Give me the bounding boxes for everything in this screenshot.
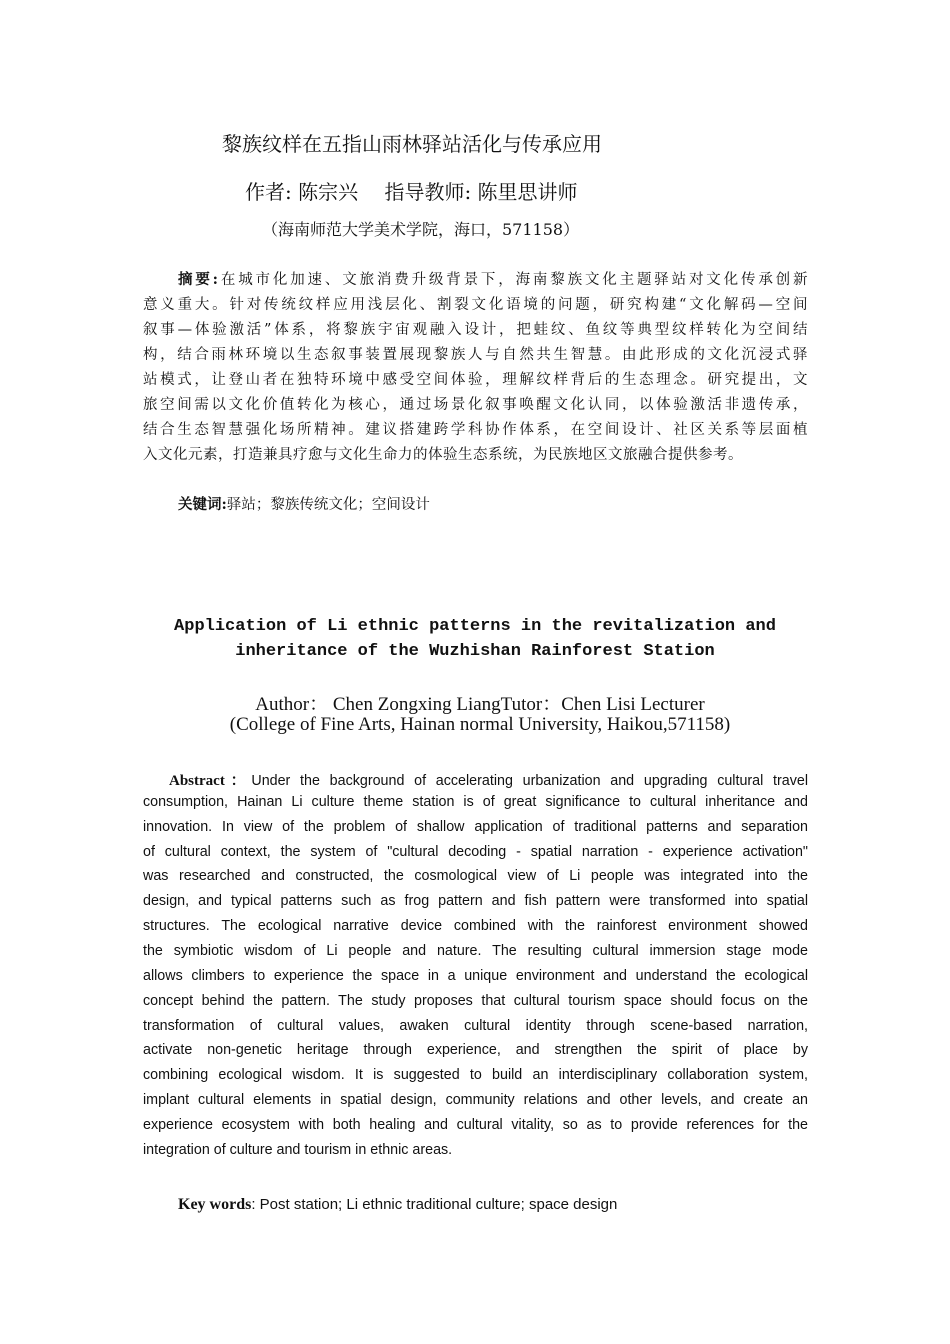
abstract-line-text: 意义重大。针对传统纹样应用浅层化、割裂文化语境的问题，研究构建“文化解码—空间 [143, 297, 808, 313]
chinese-keywords [178, 493, 430, 514]
abstract-line [143, 1018, 808, 1034]
chinese-keywords-text: 驿站；黎族传统文化；空间设计 [226, 497, 430, 513]
abstract-label: Abstract： [169, 773, 252, 789]
abstract-line [143, 993, 808, 1009]
english-keywords-label: Key words [178, 1196, 252, 1213]
abstract-line-text: implant cultural elements in spatial design, community relations and other levels, and create an [143, 1092, 808, 1109]
abstract-line [143, 318, 808, 339]
abstract-line [169, 769, 808, 790]
chinese-keywords-label: 关键词: [178, 496, 227, 513]
abstract-line-text: 构，结合雨林环境以生态叙事装置展现黎族人与自然共生智慧。由此形成的文化沉浸式驿 [143, 347, 808, 363]
abstract-line-text: activate non-genetic heritage through experience, and strengthen the spirit of place by [143, 1042, 808, 1059]
abstract-line [143, 368, 808, 389]
chinese-author-line: 作者: 陈宗兴 指导教师: 陈里思讲师 [245, 180, 578, 204]
english-author-line: Author： Chen Zongxing LiangTutor：Chen Lisi Lecturer [255, 694, 705, 715]
abstract-line [143, 1142, 808, 1158]
abstract-line [143, 1067, 808, 1083]
abstract-line [143, 844, 808, 860]
abstract-line [143, 868, 808, 884]
abstract-line-text: 叙事—体验激活”体系，将黎族宇宙观融入设计，把蛙纹、鱼纹等典型纹样转化为空间结 [143, 322, 808, 338]
abstract-line-text: design, and typical patterns such as frog pattern and fish pattern were transformed into spatial [143, 893, 808, 910]
abstract-line-text: structures. The ecological narrative device combined with the rainforest environment showed [143, 918, 808, 935]
abstract-line-text: innovation. In view of the problem of shallow application of traditional patterns and separation [143, 818, 808, 835]
abstract-line-text: the symbiotic wisdom of Li people and nature. The resulting cultural immersion stage mode [143, 942, 808, 959]
abstract-line [143, 968, 808, 984]
abstract-line-text: 站模式，让登山者在独特环境中感受空间体验，理解纹样背后的生态理念。研究提出，文 [143, 372, 808, 388]
abstract-line [143, 418, 808, 439]
abstract-line [178, 268, 808, 289]
abstract-line-text: combining ecological wisdom. It is suggested to build an interdisciplinary collaboration system, [143, 1067, 808, 1084]
abstract-line [143, 1042, 808, 1058]
abstract-line [143, 443, 808, 464]
english-title-line-1: Application of Li ethnic patterns in the revitalization and [174, 617, 776, 636]
abstract-line-text: 结合生态智慧强化场所精神。建议搭建跨学科协作体系，在空间设计、社区关系等层面植 [143, 422, 808, 438]
abstract-label: 摘要: [178, 271, 219, 288]
abstract-line-text: allows climbers to experience the space in a unique environment and understand the ecological [143, 967, 808, 984]
english-title-line-2: inheritance of the Wuzhishan Rainforest Station [235, 642, 715, 661]
abstract-line [143, 794, 808, 810]
abstract-line [143, 943, 808, 959]
abstract-line-text: concept behind the pattern. The study proposes that cultural tourism space should focus on the [143, 992, 808, 1009]
abstract-line [143, 1092, 808, 1108]
chinese-affiliation: （海南师范大学美术学院，海口，571158） [262, 220, 580, 239]
abstract-line [143, 1117, 808, 1133]
abstract-line [143, 393, 808, 414]
abstract-line-text: Under the background of accelerating urbanization and upgrading cultural travel [251, 773, 809, 789]
english-keywords [178, 1196, 617, 1214]
abstract-line [143, 293, 808, 314]
abstract-line-text: 在城市化加速、文旅消费升级背景下，海南黎族文化主题驿站对文化传承创新 [218, 272, 808, 288]
english-keywords-text: : Post station; Li ethnic traditional culture; space design [251, 1196, 618, 1213]
abstract-line-text: 旅空间需以文化价值转化为核心，通过场景化叙事唤醒文化认同，以体验激活非遗传承， [143, 397, 808, 413]
abstract-line-text: 入文化元素，打造兼具疗愈与文化生命力的体验生态系统，为民族地区文旅融合提供参考。 [143, 447, 743, 463]
abstract-line-text: integration of culture and tourism in ethnic areas. [143, 1141, 453, 1158]
abstract-line [143, 343, 808, 364]
abstract-line-text: of cultural context, the system of "cultural decoding - spatial narration - experience activation" [143, 843, 808, 860]
chinese-title: 黎族纹样在五指山雨林驿站活化与传承应用 [222, 132, 602, 156]
abstract-line-text: experience ecosystem with both healing and cultural vitality, so as to provide references for the [143, 1116, 808, 1133]
abstract-line-text: consumption, Hainan Li culture theme station is of great significance to cultural inheritance and [143, 793, 808, 810]
abstract-line [143, 918, 808, 934]
abstract-line [143, 893, 808, 909]
abstract-line-text: transformation of cultural values, awaken cultural identity through scene-based narration, [143, 1017, 808, 1034]
english-affiliation: (College of Fine Arts, Hainan normal University, Haikou,571158) [229, 714, 731, 735]
abstract-line [143, 819, 808, 835]
abstract-line-text: was researched and constructed, the cosmological view of Li people was integrated into the [143, 868, 808, 885]
